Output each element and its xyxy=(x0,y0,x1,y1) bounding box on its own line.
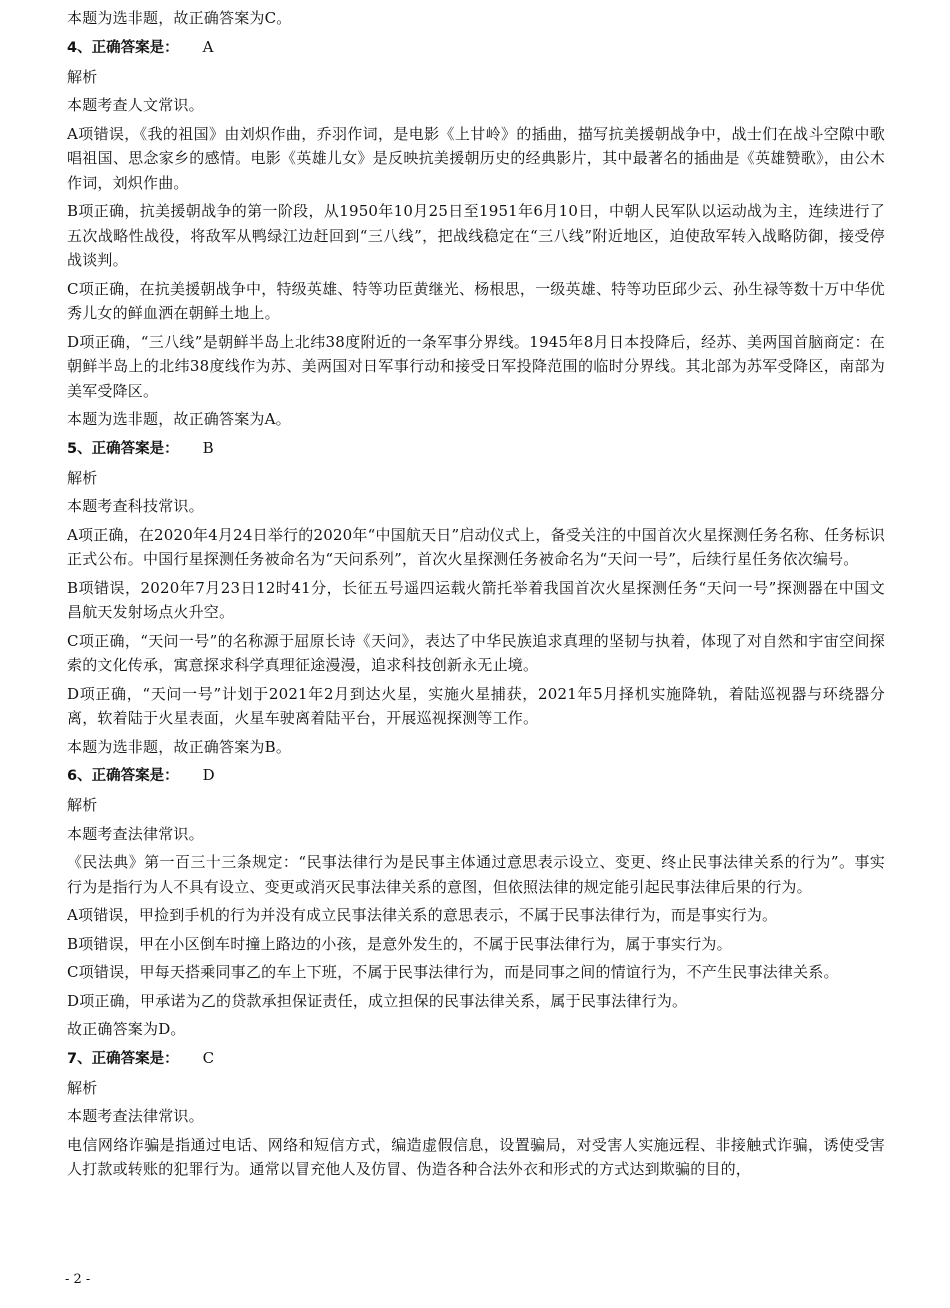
paragraph: C项错误，甲每天搭乘同事乙的车上下班，不属于民事法律行为，而是同事之间的情谊行为，不产生民事法律关系。 xyxy=(67,963,839,981)
paragraph: 本题为选非题，故正确答案为A。 xyxy=(67,410,291,428)
answer-value: B xyxy=(202,438,214,457)
analysis-heading: 解析 xyxy=(67,67,98,86)
paragraph: D项正确，“天问一号”计划于2021年2月到达火星，实施火星捕获，2021年5月择机实施降轨，着陆巡视器与环绕器分离，软着陆于火星表面，火星车驶离着陆平台，开展巡视探测等工作。 xyxy=(67,684,885,727)
analysis-heading: 解析 xyxy=(67,468,98,487)
answer-value: D xyxy=(202,766,215,784)
paragraph: 本题为选非题，故正确答案为C。 xyxy=(67,9,292,27)
paragraph: 本题考查科技常识。 xyxy=(67,497,204,515)
answer-label: 5、正确答案是： xyxy=(67,440,179,457)
answer-label: 7、正确答案是： xyxy=(67,1050,179,1067)
paragraph: C项正确，“天问一号”的名称源于屈原长诗《天问》，表达了中华民族追求真理的坚韧与执着，体现了对自然和宇宙空间探索的文化传承，寓意探求科学真理征途漫漫，追求科技创新永无止境。 xyxy=(67,631,885,674)
paragraph: D项正确，甲承诺为乙的贷款承担保证责任，成立担保的民事法律关系，属于民事法律行为。 xyxy=(67,991,688,1010)
answer-label: 6、正确答案是： xyxy=(67,768,179,784)
document-page xyxy=(67,6,885,1186)
answer-value: C xyxy=(202,1048,215,1067)
paragraph: A项错误，甲捡到手机的行为并没有成立民事法律关系的意思表示，不属于民事法律行为，而是事实行为。 xyxy=(67,906,778,924)
paragraph: B项错误，2020年7月23日12时41分，长征五号遥四运载火箭托举着我国首次火星探测任务“天问一号”探测器在中国文昌航天发射场点火升空。 xyxy=(67,578,885,621)
paragraph: C项正确，在抗美援朝战争中，特级英雄、特等功臣黄继光、杨根思，一级英雄、特等功臣邱少云、孙生禄等数十万中华优秀儿女的鲜血洒在朝鲜土地上。 xyxy=(67,279,885,322)
answer-line xyxy=(67,1046,885,1071)
answer-label: 4、正确答案是： xyxy=(67,39,179,56)
paragraph: D项正确，“三八线”是朝鲜半岛上北纬38度附近的一条军事分界线。1945年8月日本投降后，经苏、美两国首脑商定：在朝鲜半岛上的北纬38度线作为苏、美两国对日军事行动和接受日军投降范围的临时分界线。其北部为苏军受降区，南部为美军受降区。 xyxy=(67,332,885,400)
paragraph: 电信网络诈骗是指通过电话、网络和短信方式，编造虚假信息，设置骗局，对受害人实施远程、非接触式诈骗，诱使受害人打款或转账的犯罪行为。通常以冒充他人及仿冒、伪造各种合法外衣和形式的方式达到欺骗的目的， xyxy=(67,1135,885,1178)
paragraph: A项正确，在2020年4月24日举行的2020年“中国航天日”启动仪式上，备受关注的中国首次火星探测任务名称、任务标识正式公布。中国行星探测任务被命名为“天问系列”，首次火星探测任务被命名为“天问一号”，后续行星任务依次编号。 xyxy=(67,525,885,568)
answer-value: A xyxy=(202,37,214,56)
answer-line xyxy=(67,763,885,788)
paragraph: 本题考查法律常识。 xyxy=(67,1107,204,1125)
answer-line xyxy=(67,436,885,461)
paragraph: 本题为选非题，故正确答案为B。 xyxy=(67,737,292,756)
paragraph: 故正确答案为D。 xyxy=(67,1020,186,1038)
paragraph: A项错误，《我的祖国》由刘炽作曲，乔羽作词，是电影《上甘岭》的插曲，描写抗美援朝战争中，战士们在战斗空隙中歌唱祖国、思念家乡的感情。电影《英雄儿女》是反映抗美援朝历史的经典影片，其中最著名的插曲是《英雄赞歌》，由公木作词，刘炽作曲。 xyxy=(67,124,885,192)
paragraph: 本题考查人文常识。 xyxy=(67,96,204,114)
paragraph: 本题考查法律常识。 xyxy=(67,824,204,843)
paragraph: 《民法典》第一百三十三条规定：“民事法律行为是民事主体通过意思表示设立、变更、终止民事法律关系的行为”。事实行为是指行为人不具有设立、变更或消灭民事法律关系的意图，但依照法律的规定能引起民事法律后果的行为。 xyxy=(67,853,885,896)
answer-line xyxy=(67,35,885,60)
paragraph: B项正确，抗美援朝战争的第一阶段，从1950年10月25日至1951年6月10日，中朝人民军队以运动战为主，连续进行了五次战略性战役，将敌军从鸭绿江边赶回到“三八线”，把战线稳定在“三八线”附近地区，迫使敌军转入战略防御，接受停战谈判。 xyxy=(67,202,885,269)
page-number: - 2 - xyxy=(65,1272,91,1287)
paragraph: B项错误，甲在小区倒车时撞上路边的小孩，是意外发生的，不属于民事法律行为，属于事实行为。 xyxy=(67,934,732,953)
analysis-heading: 解析 xyxy=(67,1078,98,1097)
analysis-heading: 解析 xyxy=(67,796,98,814)
